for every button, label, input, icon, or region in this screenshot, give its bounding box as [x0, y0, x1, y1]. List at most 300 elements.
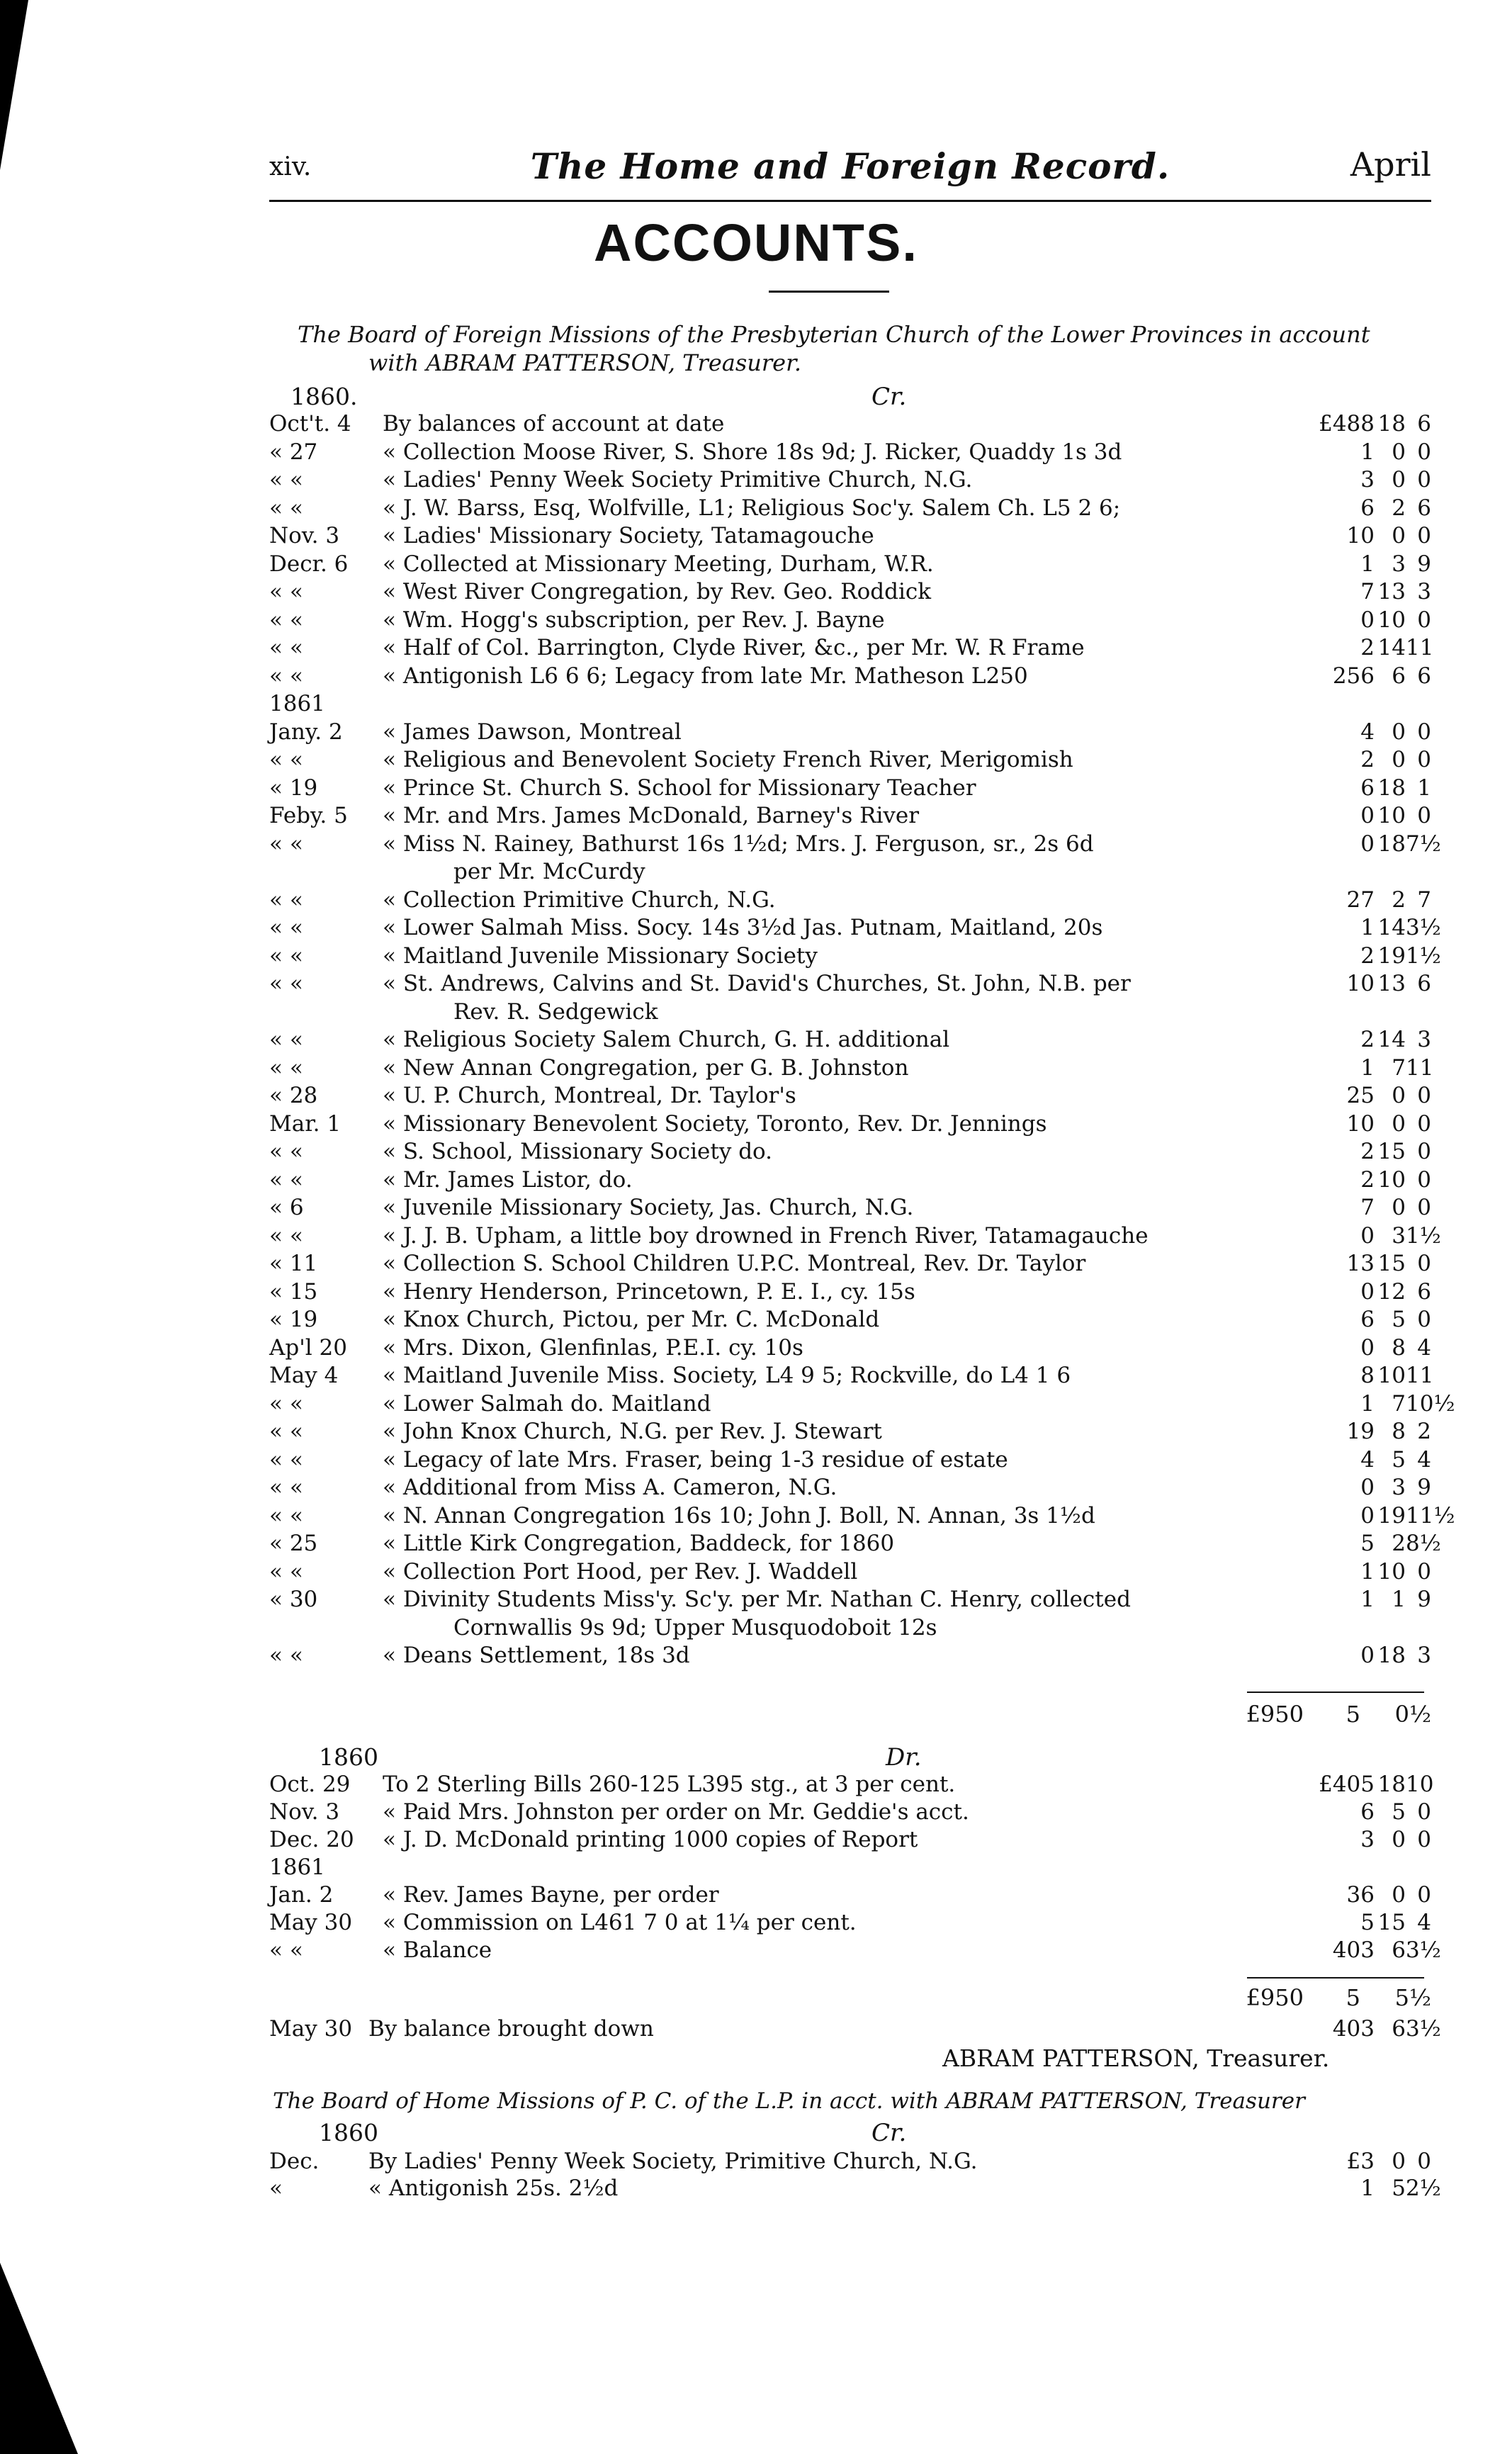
row-date: Feby. 5 [269, 803, 348, 828]
row-pounds: 0 [1360, 1502, 1375, 1529]
row-pence: 0 [1417, 747, 1431, 772]
ledger-row [269, 1222, 1441, 1249]
row-shillings: 10 [1377, 607, 1406, 633]
row-shillings: 8 [1392, 1419, 1406, 1444]
row-shillings: 15 [1377, 1910, 1406, 1935]
row-amount [1318, 1447, 1431, 1473]
row-description: per Mr. McCurdy [453, 859, 645, 884]
row-pence: 0 [1417, 1799, 1431, 1825]
row-pounds: £488 [1319, 411, 1375, 437]
row-amount [1318, 942, 1441, 969]
row-description: « Collection Moose River, S. Shore 18s 9d; J. Ricker, Quaddy 1s 3d [383, 439, 1122, 465]
row-pence: 0 [1417, 2149, 1431, 2174]
row-date: Oct't. 4 [269, 411, 351, 437]
page-number: xiv. [269, 152, 312, 181]
row-date: Mar. 1 [269, 1110, 342, 1137]
row-amount [1318, 1167, 1431, 1193]
row-amount [1318, 1054, 1434, 1081]
row-shillings: 8 [1392, 1334, 1406, 1361]
row-amount [1318, 663, 1431, 689]
row-description: « Divinity Students Miss'y. Sc'y. per Mr. Nathan C. Henry, collected [383, 1587, 1131, 1612]
row-pence: 4 [1417, 1334, 1431, 1361]
row-pounds: 10 [1346, 1110, 1375, 1137]
account2-year: 1860 [319, 2119, 378, 2146]
row-amount [1318, 1531, 1441, 1556]
row-amount [1318, 523, 1431, 548]
row-pounds: 5 [1360, 1910, 1375, 1935]
row-description: « Knox Church, Pictou, per Mr. C. McDonald [383, 1307, 880, 1332]
row-date: 1861 [269, 691, 325, 716]
row-shillings: 3 [1392, 551, 1406, 577]
row-description: « Half of Col. Barrington, Clyde River, &c., per Mr. W. R Frame [383, 635, 1085, 660]
row-amount [1318, 1559, 1431, 1585]
row-date: 1861 [269, 1854, 325, 1880]
row-description: « Prince St. Church S. School for Missionary Teacher [383, 775, 976, 801]
row-pounds: 5 [1360, 1531, 1375, 1556]
row-pounds: 13 [1346, 1251, 1375, 1276]
ledger-row [269, 635, 1434, 660]
row-amount [1318, 1937, 1441, 1963]
ledger-row [269, 1167, 1431, 1193]
row-pence: 6 [1417, 663, 1431, 689]
row-amount [1318, 467, 1431, 493]
row-date: Jan. 2 [269, 1882, 334, 1908]
account1-intro-line2: with ABRAM PATTERSON, Treasurer. [368, 349, 802, 376]
ledger-row [269, 1937, 1441, 1963]
row-pounds: 0 [1360, 1643, 1375, 1668]
row-pounds: 0 [1360, 1334, 1375, 1361]
row-shillings: 18 [1377, 775, 1406, 801]
row-date: « « [269, 607, 303, 633]
row-pence: 2 [1417, 1419, 1431, 1444]
row-amount [1318, 495, 1431, 521]
row-amount [1318, 1615, 1431, 1640]
row-date: « « [269, 579, 303, 604]
row-date: « 15 [269, 1278, 318, 1305]
row-pounds: 19 [1346, 1419, 1375, 1444]
row-description: « Miss N. Rainey, Bathurst 16s 1½d; Mrs. J. Ferguson, sr., 2s 6d [383, 831, 1094, 857]
row-pence: 3½ [1406, 1937, 1441, 1963]
balance-brought-down-row [269, 2016, 1441, 2042]
row-pounds: 1 [1360, 1587, 1375, 1612]
debit-total-pounds: £950 [1246, 1984, 1304, 2011]
ledger-row [269, 1531, 1441, 1556]
row-pence: 9 [1417, 1475, 1431, 1500]
account2-credit-label: Cr. [871, 2119, 907, 2147]
row-description: « Mr. and Mrs. James McDonald, Barney's River [383, 803, 920, 828]
row-shillings: 10 [1377, 803, 1406, 828]
row-amount [1318, 2176, 1441, 2201]
row-shillings: 6 [1392, 2016, 1406, 2042]
ledger-row [269, 523, 1431, 548]
ledger-row [269, 1447, 1431, 1473]
row-description: « U. P. Church, Montreal, Dr. Taylor's [383, 1083, 796, 1108]
row-pounds: 0 [1360, 1278, 1375, 1305]
row-amount [1318, 1139, 1431, 1164]
ledger-row [269, 663, 1431, 689]
row-date: « « [269, 1558, 303, 1585]
row-pounds: 3 [1360, 467, 1375, 493]
row-amount [1318, 887, 1431, 913]
row-pence: 8½ [1406, 1531, 1441, 1556]
ledger-row [269, 1419, 1431, 1444]
row-date: Dec. 20 [269, 1827, 354, 1852]
row-date: « 30 [269, 1587, 318, 1612]
row-pence: 10½ [1406, 1390, 1455, 1417]
row-date: May 30 [269, 1910, 353, 1935]
row-pence: 0 [1417, 1083, 1431, 1108]
row-description: « Antigonish 25s. 2½d [368, 2176, 619, 2201]
row-shillings: 2 [1392, 1531, 1406, 1556]
ledger-row [269, 887, 1431, 913]
row-amount [1318, 775, 1431, 801]
row-pounds: 2 [1360, 942, 1375, 969]
row-shillings: 10 [1377, 1363, 1406, 1388]
row-date: May 30 [269, 2016, 353, 2042]
row-date: « 11 [269, 1251, 318, 1276]
account1-intro-line1: The Board of Foreign Missions of the Presbyterian Church of the Lower Provinces in account [298, 321, 1370, 348]
row-pence: 0 [1417, 1827, 1431, 1852]
row-shillings: 14 [1377, 915, 1406, 940]
ledger-row [269, 1502, 1455, 1529]
row-pounds: 7 [1360, 1195, 1375, 1220]
account1-year-1860-debit: 1860 [319, 1743, 378, 1771]
row-shillings: 0 [1392, 1195, 1406, 1220]
row-amount [1318, 1772, 1434, 1797]
row-date: « « [269, 1139, 303, 1164]
row-pence: 6 [1417, 411, 1431, 437]
page-corner-shadow-top [0, 0, 28, 170]
row-pounds: 1 [1360, 1390, 1375, 1417]
row-amount [1318, 2149, 1431, 2174]
row-description: « Religious Society Salem Church, G. H. additional [383, 1027, 950, 1052]
row-description: « Legacy of late Mrs. Fraser, being 1-3 residue of estate [383, 1446, 1008, 1473]
row-date: « « [269, 915, 303, 940]
header-rule [269, 200, 1431, 202]
row-pence: 3 [1417, 1643, 1431, 1668]
row-shillings: 0 [1392, 2149, 1406, 2174]
row-pence: 0 [1417, 1251, 1431, 1276]
row-amount [1318, 1335, 1431, 1361]
row-shillings: 3 [1392, 1475, 1406, 1500]
ledger-row [269, 1054, 1434, 1081]
row-date: « 25 [269, 1531, 318, 1556]
row-description: « Collection Primitive Church, N.G. [383, 887, 776, 913]
row-description: « Additional from Miss A. Cameron, N.G. [383, 1475, 837, 1500]
row-pounds: £3 [1346, 2149, 1375, 2174]
row-pence: 3 [1417, 1027, 1431, 1052]
row-pence: 11 [1406, 635, 1434, 660]
row-description: « Collection S. School Children U.P.C. Montreal, Rev. Dr. Taylor [383, 1251, 1086, 1276]
ledger-row [269, 1027, 1431, 1052]
row-date: « « [269, 1390, 303, 1417]
ledger-row [269, 803, 1431, 828]
ledger-row [269, 1910, 1431, 1935]
row-pounds: 4 [1360, 719, 1375, 745]
account1-year-1860: 1860. [290, 383, 358, 410]
row-shillings: 0 [1392, 439, 1406, 465]
row-amount [1318, 859, 1431, 884]
row-description: By balances of account at date [383, 411, 725, 437]
ledger-row [269, 1307, 1431, 1332]
row-pounds: 2 [1360, 1027, 1375, 1052]
row-pence: 7 [1417, 887, 1431, 913]
row-description: « Balance [383, 1937, 492, 1963]
row-pounds: 1 [1360, 2176, 1375, 2201]
row-shillings: 7 [1392, 1390, 1406, 1417]
row-shillings: 0 [1392, 719, 1406, 745]
row-date: Dec. [269, 2149, 320, 2174]
ledger-row [269, 2149, 1431, 2174]
row-description: Cornwallis 9s 9d; Upper Musquodoboit 12s [453, 1614, 937, 1640]
row-pounds: 1 [1360, 1558, 1375, 1585]
row-pence: 0 [1417, 803, 1431, 828]
row-pounds: 0 [1360, 1222, 1375, 1249]
row-pence: 4 [1417, 1910, 1431, 1935]
row-shillings: 0 [1392, 467, 1406, 493]
row-description: « John Knox Church, N.G. per Rev. J. Stewart [383, 1419, 882, 1444]
row-pounds: 2 [1360, 1166, 1375, 1193]
row-description: « Commission on L461 7 0 at 1¼ per cent. [383, 1910, 857, 1935]
row-pence: 9 [1417, 1587, 1431, 1612]
row-description: « Mrs. Dixon, Glenfinlas, P.E.I. cy. 10s [383, 1334, 803, 1361]
row-pence: 6 [1417, 1278, 1431, 1305]
row-description: « Missionary Benevolent Society, Toronto, Rev. Dr. Jennings [383, 1110, 1047, 1137]
row-date: « « [269, 1643, 303, 1668]
ledger-row [269, 775, 1431, 801]
row-shillings: 13 [1377, 971, 1406, 996]
row-amount [1318, 411, 1431, 437]
row-pounds: 256 [1332, 663, 1375, 689]
issue-month: April [1350, 145, 1431, 184]
row-pounds: 0 [1360, 607, 1375, 633]
row-description: « Paid Mrs. Johnston per order on Mr. Geddie's acct. [383, 1799, 969, 1825]
row-amount [1318, 803, 1431, 828]
row-amount [1318, 915, 1441, 940]
row-description: « Juvenile Missionary Society, Jas. Church, N.G. [383, 1195, 914, 1220]
row-description: « West River Congregation, by Rev. Geo. Roddick [383, 579, 932, 604]
account1-credit-total [1204, 1701, 1431, 1729]
row-amount [1318, 719, 1431, 745]
row-amount [1318, 1222, 1441, 1249]
row-date: « « [269, 971, 303, 996]
row-date: « 19 [269, 1307, 318, 1332]
row-pounds: 10 [1346, 971, 1375, 996]
row-pounds: 0 [1360, 1475, 1375, 1500]
row-pence: 10 [1406, 1772, 1434, 1797]
ledger-row [269, 971, 1431, 996]
row-date: « « [269, 942, 303, 969]
row-date: « « [269, 1475, 303, 1500]
row-pence: 0 [1417, 607, 1431, 633]
row-date: « « [269, 1446, 303, 1473]
row-date: May 4 [269, 1363, 339, 1388]
ledger-row [269, 1854, 1431, 1880]
ledger-row [269, 411, 1431, 437]
row-date: Ap'l 20 [269, 1334, 347, 1361]
row-amount [1318, 1827, 1431, 1852]
account1-debit-total [1204, 1984, 1431, 2013]
row-pence: 4 [1417, 1446, 1431, 1473]
ledger-row [269, 551, 1431, 577]
row-amount [1318, 1910, 1431, 1935]
ledger-row [269, 1195, 1431, 1220]
row-description: « Ladies' Missionary Society, Tatamagouche [383, 523, 874, 548]
row-pence: 0 [1417, 1558, 1431, 1585]
row-shillings: 10 [1377, 1558, 1406, 1585]
page-corner-shadow-bottom [0, 2263, 78, 2454]
row-description: « Maitland Juvenile Miss. Society, L4 9 5; Rockville, do L4 1 6 [383, 1363, 1071, 1388]
credit-total-rule [1247, 1692, 1424, 1693]
row-shillings: 0 [1392, 1827, 1406, 1852]
row-amount [1318, 1027, 1431, 1052]
row-pence: 1 [1417, 775, 1431, 801]
row-amount [1318, 1587, 1431, 1612]
row-pounds: 25 [1346, 1083, 1375, 1108]
row-shillings: 15 [1377, 1251, 1406, 1276]
row-description: « Maitland Juvenile Missionary Society [383, 942, 818, 969]
row-description: « St. Andrews, Calvins and St. David's Churches, St. John, N.B. per [383, 971, 1131, 996]
page-title: ACCOUNTS. [594, 213, 918, 272]
row-date: « « [269, 635, 303, 660]
row-date: « « [269, 1502, 303, 1529]
row-date: Nov. 3 [269, 1799, 340, 1825]
row-pounds: 6 [1360, 1799, 1375, 1825]
ledger-row [269, 1251, 1431, 1276]
row-description: « N. Annan Congregation 16s 10; John J. Boll, N. Annan, 3s 1½d [383, 1502, 1095, 1529]
row-amount [1318, 691, 1431, 716]
row-amount [1318, 635, 1434, 660]
row-pounds: 1 [1360, 915, 1375, 940]
credit-total-pence: 0½ [1394, 1701, 1431, 1728]
row-date: « « [269, 467, 303, 493]
row-date: « 19 [269, 775, 318, 801]
row-description: « J. W. Barss, Esq, Wolfville, L1; Religious Soc'y. Salem Ch. L5 2 6; [383, 495, 1121, 521]
row-pence: 2½ [1406, 2176, 1441, 2201]
row-date: « 28 [269, 1083, 318, 1108]
ledger-row [269, 495, 1431, 521]
row-date: « 6 [269, 1195, 304, 1220]
row-amount [1318, 1799, 1431, 1825]
row-date: « « [269, 1937, 303, 1963]
row-amount [1318, 1419, 1431, 1444]
row-pence: 9 [1417, 551, 1431, 577]
row-pounds: 6 [1360, 1307, 1375, 1332]
ledger-row [269, 719, 1431, 745]
row-date: Decr. 6 [269, 551, 349, 577]
ledger-row [269, 747, 1431, 772]
ledger-row [269, 2176, 1441, 2201]
row-shillings: 14 [1377, 1027, 1406, 1052]
row-description: « Rev. James Bayne, per order [383, 1882, 719, 1908]
row-pence: 1½ [1406, 942, 1441, 969]
row-date: Jany. 2 [269, 719, 343, 745]
treasurer-signature: ABRAM PATTERSON, Treasurer. [942, 2044, 1330, 2072]
row-pence: 3½ [1406, 915, 1441, 940]
account1-debit-label: Dr. [886, 1743, 922, 1772]
ledger-row [269, 1587, 1431, 1612]
row-date: « « [269, 1166, 303, 1193]
row-amount [1318, 579, 1431, 604]
row-date: « 27 [269, 439, 318, 465]
row-pence: 1½ [1406, 1222, 1441, 1249]
row-shillings: 5 [1392, 1307, 1406, 1332]
row-shillings: 18 [1377, 411, 1406, 437]
row-description: Rev. R. Sedgewick [453, 998, 658, 1025]
row-amount [1318, 1363, 1434, 1388]
row-shillings: 14 [1377, 635, 1406, 660]
row-shillings: 3 [1392, 1222, 1406, 1249]
row-description: « Mr. James Listor, do. [383, 1166, 633, 1193]
ledger-row [269, 691, 1431, 716]
ledger-row [269, 1559, 1431, 1585]
row-pounds: 403 [1332, 1937, 1375, 1963]
row-pence: 7½ [1406, 831, 1441, 857]
journal-title: The Home and Foreign Record. [530, 145, 1170, 187]
row-description: « Little Kirk Congregation, Baddeck, for 1860 [383, 1531, 895, 1556]
ledger-row [269, 1615, 1431, 1640]
ledger-row [269, 579, 1431, 604]
row-description: « Deans Settlement, 18s 3d [383, 1643, 690, 1668]
ledger-row [269, 1335, 1431, 1361]
row-description: « Henry Henderson, Princetown, P. E. I., cy. 15s [383, 1278, 915, 1305]
ledger-row [269, 1139, 1431, 1164]
ledger-row [269, 1799, 1431, 1825]
row-pence: 0 [1417, 1195, 1431, 1220]
row-pounds: 6 [1360, 775, 1375, 801]
row-pence: 6 [1417, 971, 1431, 996]
row-description: To 2 Sterling Bills 260-125 L395 stg., at 3 per cent. [383, 1772, 956, 1797]
row-amount [1318, 831, 1441, 857]
row-pence: 0 [1417, 1882, 1431, 1908]
row-pounds: 1 [1360, 1054, 1375, 1081]
row-pence: 11 [1406, 1363, 1434, 1388]
row-pounds: 2 [1360, 635, 1375, 660]
row-pounds: 27 [1346, 887, 1375, 913]
row-description: By balance brought down [368, 2016, 654, 2042]
row-shillings: 2 [1392, 495, 1406, 521]
row-date: « « [269, 831, 303, 857]
row-description: « Collected at Missionary Meeting, Durham, W.R. [383, 551, 934, 577]
row-pence: 0 [1417, 1307, 1431, 1332]
row-pounds: 7 [1360, 579, 1375, 604]
row-shillings: 5 [1392, 1799, 1406, 1825]
ledger-row [269, 1643, 1431, 1668]
row-amount [1318, 1643, 1431, 1668]
row-shillings: 0 [1392, 1083, 1406, 1108]
row-amount [1318, 439, 1431, 465]
row-pounds: 0 [1360, 803, 1375, 828]
row-amount [1318, 747, 1431, 772]
row-description: « Antigonish L6 6 6; Legacy from late Mr. Matheson L250 [383, 663, 1028, 689]
ledger-row [269, 467, 1431, 493]
row-description: « New Annan Congregation, per G. B. Johnston [383, 1054, 909, 1081]
running-header [269, 145, 1431, 188]
row-pounds: 1 [1360, 551, 1375, 577]
row-shillings: 0 [1392, 523, 1406, 548]
row-shillings: 13 [1377, 579, 1406, 604]
row-description: « J. D. McDonald printing 1000 copies of Report [383, 1827, 918, 1852]
credit-total-shillings: 5 [1345, 1701, 1360, 1728]
row-pounds: £405 [1319, 1772, 1375, 1797]
ledger-row [269, 1390, 1455, 1417]
row-pounds: 6 [1360, 495, 1375, 521]
row-shillings: 2 [1392, 887, 1406, 913]
row-shillings: 19 [1377, 942, 1406, 969]
row-shillings: 5 [1392, 1446, 1406, 1473]
row-shillings: 12 [1377, 1278, 1406, 1305]
row-shillings: 6 [1392, 1937, 1406, 1963]
